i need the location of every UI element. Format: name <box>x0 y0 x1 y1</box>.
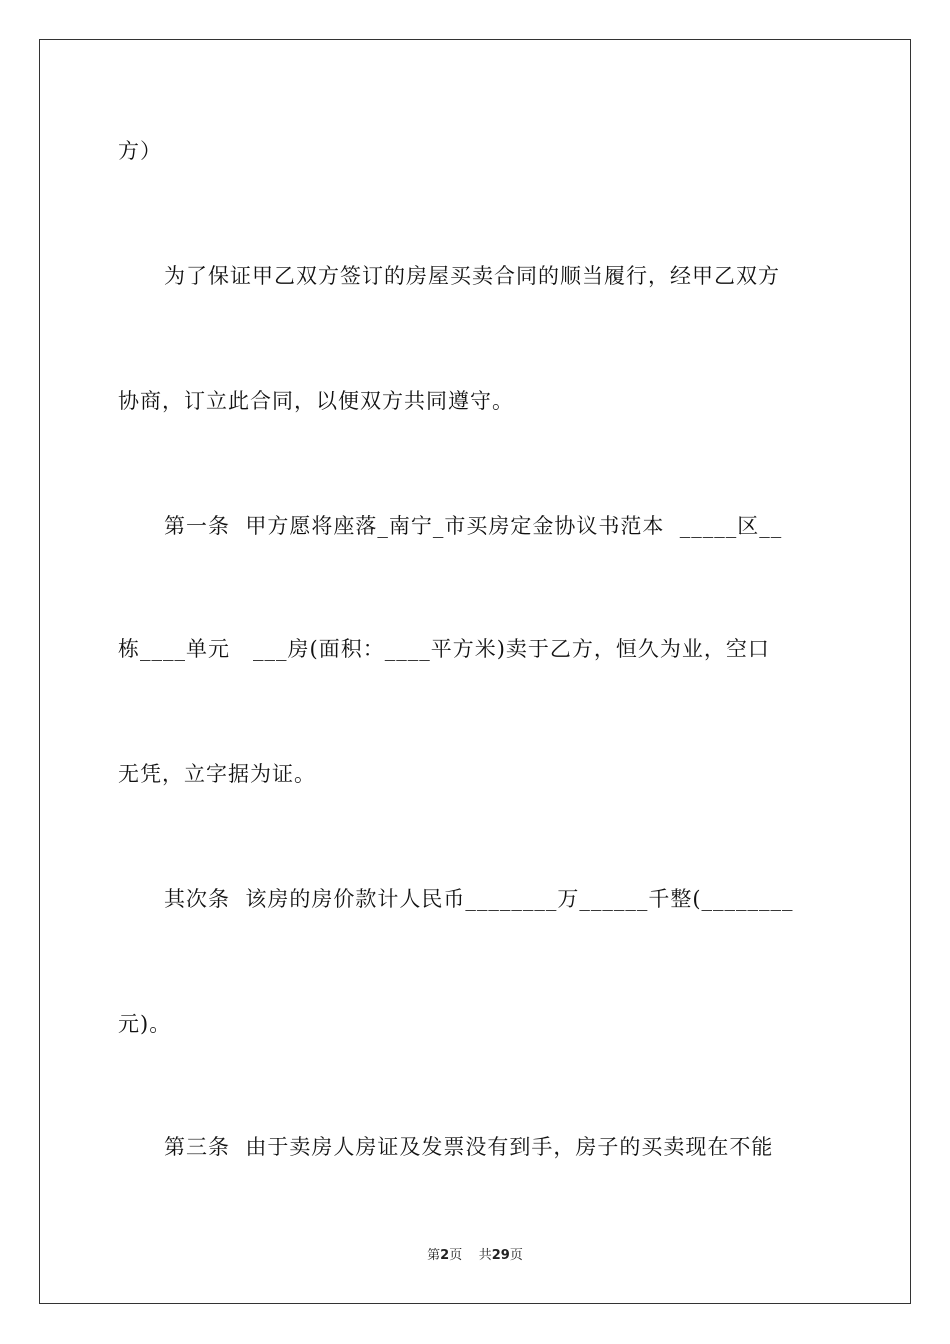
text-line-5: 栋____单元 ___房(面积：____平方米)卖于乙方，恒久为业，空口 <box>118 637 770 661</box>
text-line-9: 第三条 由于卖房人房证及发票没有到手，房子的买卖现在不能 <box>164 1135 774 1159</box>
page-border <box>39 39 911 1304</box>
footer-total-suffix: 页 <box>509 1248 523 1263</box>
page-footer <box>0 1247 950 1265</box>
text-line-3: 协商，订立此合同，以便双方共同遵守。 <box>118 389 514 413</box>
footer-total-pages: 29 <box>491 1248 510 1263</box>
text-line-6: 无凭，立字据为证。 <box>118 762 316 786</box>
text-line-7: 其次条 该房的房价款计人民币________万______千整(________ <box>164 887 794 911</box>
footer-page-suffix: 页 <box>449 1248 463 1263</box>
text-line-4: 第一条 甲方愿将座落_南宁_市买房定金协议书范本 _____区__ <box>164 514 783 538</box>
footer-page-number: 2 <box>440 1248 450 1263</box>
footer-page-prefix: 第 <box>427 1248 441 1263</box>
text-line-2: 为了保证甲乙双方签订的房屋买卖合同的顺当履行，经甲乙双方 <box>164 264 780 288</box>
text-line-1: 方） <box>118 139 162 163</box>
text-line-8: 元)。 <box>118 1012 172 1036</box>
footer-total-prefix: 共 <box>478 1248 492 1263</box>
